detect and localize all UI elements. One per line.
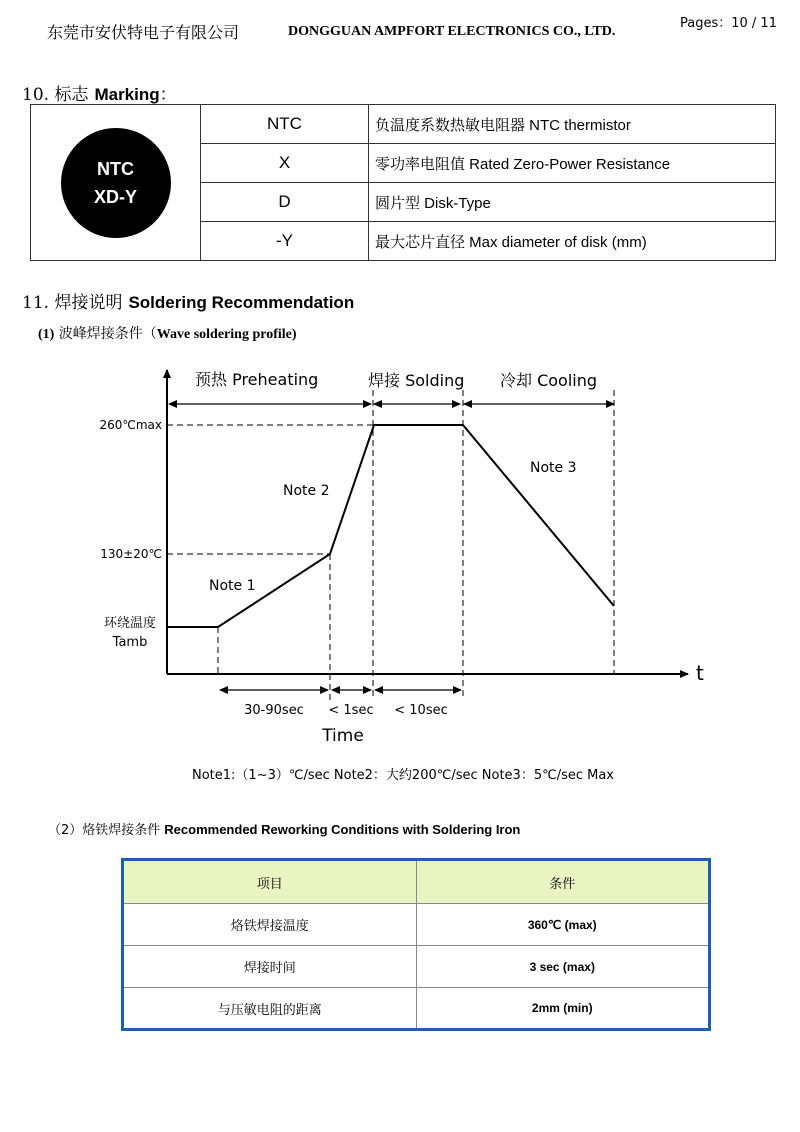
wave-soldering-heading	[38, 323, 297, 343]
page-number: Pages：10 / 11	[680, 16, 777, 31]
logo-line-1: NTC	[97, 158, 134, 179]
marking-description: 最大芯片直径 Max diameter of disk (mm)	[369, 222, 776, 261]
temperature-profile-line	[167, 425, 614, 627]
y-label-ambient-en: Tamb	[112, 635, 148, 650]
table-header-row	[123, 860, 710, 904]
column-header-condition: 条件	[416, 860, 710, 904]
iron-conditions-table	[121, 858, 711, 1031]
marking-description: 零功率电阻值 Rated Zero-Power Resistance	[369, 144, 776, 183]
marking-table	[30, 104, 776, 261]
marking-code: -Y	[201, 222, 369, 261]
logo-line-2: XD-Y	[93, 186, 137, 207]
title-colon: ：	[159, 85, 177, 105]
table-row	[123, 988, 710, 1030]
subsection-title-en: Wave soldering profile)	[156, 327, 297, 342]
condition-item: 与压敏电阻的距离	[123, 988, 417, 1030]
phase-label-preheat: 预热 Preheating	[195, 370, 319, 389]
time-axis-title: Time	[322, 726, 364, 746]
condition-item: 焊接时间	[123, 946, 417, 988]
table-row	[31, 105, 776, 144]
phase-label-cooling: 冷却 Cooling	[500, 371, 598, 390]
duration-label-3: < 10sec	[394, 703, 448, 718]
company-name-cn: 东莞市安伏特电子有限公司	[47, 23, 240, 42]
subsection-title-cn: 烙铁焊接条件	[82, 823, 161, 838]
marking-logo-cell	[31, 105, 201, 261]
marking-code: D	[201, 183, 369, 222]
condition-item: 烙铁焊接温度	[123, 904, 417, 946]
table-row	[123, 904, 710, 946]
duration-label-1: 30-90sec	[244, 703, 304, 718]
marking-code: X	[201, 144, 369, 183]
note2-label: Note 2	[283, 483, 330, 499]
subsection-number: （2）	[48, 823, 83, 838]
marking-description: 圆片型 Disk-Type	[369, 183, 776, 222]
t-axis-label: t	[696, 661, 704, 685]
y-label-130: 130±20℃	[100, 547, 162, 561]
ntc-marking-logo	[61, 128, 171, 238]
condition-value: 3 sec (max)	[416, 946, 710, 988]
section-title-soldering	[22, 288, 354, 313]
iron-soldering-heading	[48, 819, 520, 838]
section-title-marking	[22, 80, 177, 105]
table-row	[123, 946, 710, 988]
wave-footnote: Note1:（1~3）℃/sec Note2：大约200℃/sec Note3：5℃/sec Max	[192, 768, 614, 783]
marking-code: NTC	[201, 105, 369, 144]
subsection-title-en: Recommended Reworking Conditions with Soldering Iron	[164, 822, 521, 837]
condition-value: 2mm (min)	[416, 988, 710, 1030]
y-label-ambient-cn: 环绕温度	[103, 616, 157, 631]
section-title-en: Marking	[94, 85, 160, 104]
dashed-guides	[167, 390, 614, 700]
note3-label: Note 3	[530, 460, 577, 476]
subsection-title-cn: 波峰焊接条件（	[58, 326, 157, 342]
note1-label: Note 1	[209, 578, 256, 594]
wave-soldering-profile-diagram	[0, 355, 800, 795]
phase-label-solder: 焊接 Solding	[368, 371, 465, 390]
marking-description: 负温度系数热敏电阻器 NTC thermistor	[369, 105, 776, 144]
duration-label-2: < 1sec	[328, 703, 374, 718]
condition-value: 360℃ (max)	[416, 904, 710, 946]
y-label-260: 260℃max	[99, 418, 162, 432]
section-title-en: Soldering Recommendation	[128, 293, 355, 312]
company-name-en: DONGGUAN AMPFORT ELECTRONICS CO., LTD.	[288, 24, 616, 39]
subsection-number: (1)	[38, 327, 55, 342]
column-header-item: 项目	[123, 860, 417, 904]
section-number: 10. 标志	[22, 85, 89, 105]
section-number: 11. 焊接说明	[22, 293, 123, 313]
